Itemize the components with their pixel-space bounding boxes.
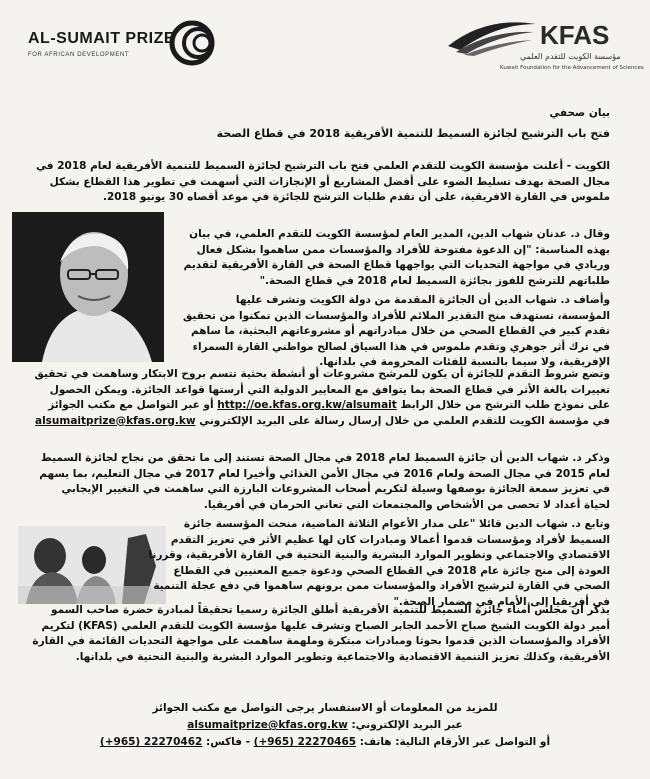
contact-footer — [0, 700, 650, 751]
footer-phone-label: أو التواصل عبر الأرقام التالية: هاتف: — [359, 736, 551, 748]
press-release-label: بيان صحفي — [549, 107, 610, 119]
kfas-logo-english: Kuwait Foundation for the Advancement of Sciences — [500, 65, 644, 71]
kfas-logo-name: KFAS — [540, 20, 610, 50]
portrait-photo — [12, 212, 164, 362]
paragraph-3: وأضاف د. شهاب الدين أن الجائزة المقدمة من دولة الكويت وتشرف عليها المؤسسة، تستهدف منح التقدير الملائم للأفراد والمؤسسات الذين تمكنوا من تحقيق تقدم كبير في القطاع الصحي من خلال مبادراتهم أو مشروعاتهم البحثية، ما ساهم في ترك أثر جوهري وتقدم ملموس في هذا السياق لصالح مواطني القارة السمراء الإفريقية، ولا سيما بالنسبة للفئات المحرومة في بلدانها. — [182, 294, 610, 368]
press-release-title: فتح باب الترشيح لجائزة السميط للتنمية الأفريقية 2018 في قطاع الصحة — [216, 127, 610, 140]
paragraph-4-text: وتضع شروط التقدم للجائزة أن يكون للمرشح مشروعات أو أنشطة بحثية تتسم بروح الابتكار وساهمت في تحقيق تغييرات بالغة الأثر في قطاع الصحة بما يتوافق مع المعايير الدولية التي أرستها قواعد الجائزة. ويمكن الحصول على نموذج طلب الترشح من خلال الرابط — [34, 368, 610, 411]
footer-line-2 — [0, 717, 650, 734]
kfas-logo — [440, 10, 644, 75]
al-sumait-rings-icon — [158, 18, 230, 68]
paragraph-2: وقال د. عدنان شهاب الدين، المدير العام لمؤسسة الكويت للتقدم العلمي، في بيان بهذه المناسبة: "إن الدعوة مفتوحة للأفراد والمؤسسات ممن ساهموا بشكل فعال وريادي في مواجهة التحديات التي يواجهها قطاع الصحة في القارة الأفريقية لتقديم طلباتهم للترشح للفوز بجائزة السميط لعام 2018 في قطاع الصحة." — [183, 228, 610, 287]
footer-phone[interactable]: (+965) 22270465 — [253, 736, 357, 748]
al-sumait-logo-name: AL-SUMAIT PRIZE — [28, 30, 176, 47]
footer-fax[interactable]: (+965) 22270462 — [99, 736, 203, 748]
paragraph-1: الكويت - أعلنت مؤسسة الكويت للتقدم العلمي فتح باب الترشيح لجائزة السميط للتنمية الأفريقية لعام 2018 في مجال الصحة بهدف تسليط الضوء على أفضل المشاريع أو الإنجازات التي أسهمت في تطوير هذا القطاع بشكل ملموس في القارة الافريقية، على أن تقدم طلبات الترشح للجائزة في موعد أقصاه 30 يونيو 2018. — [36, 160, 610, 203]
al-sumait-logo-subtitle: FOR AFRICAN DEVELOPMENT — [28, 52, 130, 58]
paragraph-7: يذكر أن مجلس أمناء جائزة السميط للتنمية الأفريقية أطلق الجائزة رسميا تحقيقاً لمبادرة حضرة صاحب السمو أمير دولة الكويت الشيخ صباح الأحمد الجابر الصباح وتشرف عليها مؤسسة الكويت للتقدم العلمي (KFAS) لتكريم الأفراد والمؤسسات الذين قدموا بحوثا ومبادرات مبتكرة وملهمة ساهمت على مواجهة التحديات القائمة في القارة الأفريقية، وكذلك تعزيز التنمية الاقتصادية والاجتماعية وتطوير الموارد البشرية والبنية التحتية في بلدانها. — [32, 604, 610, 663]
paragraph-4-mid: أو عبر التواصل مع مكتب الجوائز في مؤسسة الكويت للتقدم العلمي من خلال إرسال رسالة على البريد الإلكتروني — [48, 399, 610, 427]
al-sumait-prize-logo — [28, 18, 238, 68]
kfas-logo-arabic: مؤسسة الكويت للتقدم العلمي — [520, 52, 621, 61]
footer-email-label: عبر البريد الإلكتروني: — [351, 719, 463, 731]
paragraph-6: وتابع د. شهاب الدين قائلا "على مدار الأعوام الثلاثة الماضية، منحت المؤسسة جائزة السميط لأفراد ومؤسسات قدموا أعمالا ومبادرات كان لها عظيم الأثر في تعزيز التقدم الاقتصادي والاجتماعي وتطوير الموارد البشرية والبنية التحتية في القارة الأفريقية، وقررنا العودة إلى منح جائزة عام 2018 في القطاع الصحي ودعوة جميع المعنيين في القطاع الصحي في القارة لترشيح الأفراد والمؤسسات ممن يرونهم ساهموا في دفع عجلة التنمية في أفريقيا إلى الأمام في مضمار الصحة." — [148, 518, 610, 608]
footer-email-link[interactable]: alsumaitprize@kfas.org.kw — [187, 719, 348, 731]
prize-email-link[interactable]: alsumaitprize@kfas.org.kw — [35, 414, 196, 427]
footer-line-1: للمزيد من المعلومات أو الاستفسار يرجى التواصل مع مكتب الجوائز — [152, 702, 498, 714]
paragraph-4 — [32, 367, 610, 429]
footer-fax-label: - فاكس: — [206, 736, 250, 748]
kfas-swoosh-icon — [446, 16, 538, 56]
footer-line-3 — [0, 734, 650, 751]
paragraph-5: وذكر د. شهاب الدين أن جائزة السميط لعام 2018 في مجال الصحة تستند إلى ما تحقق من نجاح لجائزة السميط لعام 2015 في مجال الصحة ولعام 2016 في مجال الأمن الغذائي وأخيرا لعام 2017 في مجال التعليم، بما يسهم في تعزيز سمعة الجائزة بوصفها وسيلة لتكريم أصحاب المشروعات البارزة التي ساهمت في التغيير الإيجابي لحياة أعداد لا تحصى من الأشخاص والمجتمعات التي تعاني الحرمان في أفريقيا. — [39, 452, 610, 511]
nomination-form-link[interactable]: http://oe.kfas.org.kw/alsumait — [217, 399, 397, 411]
